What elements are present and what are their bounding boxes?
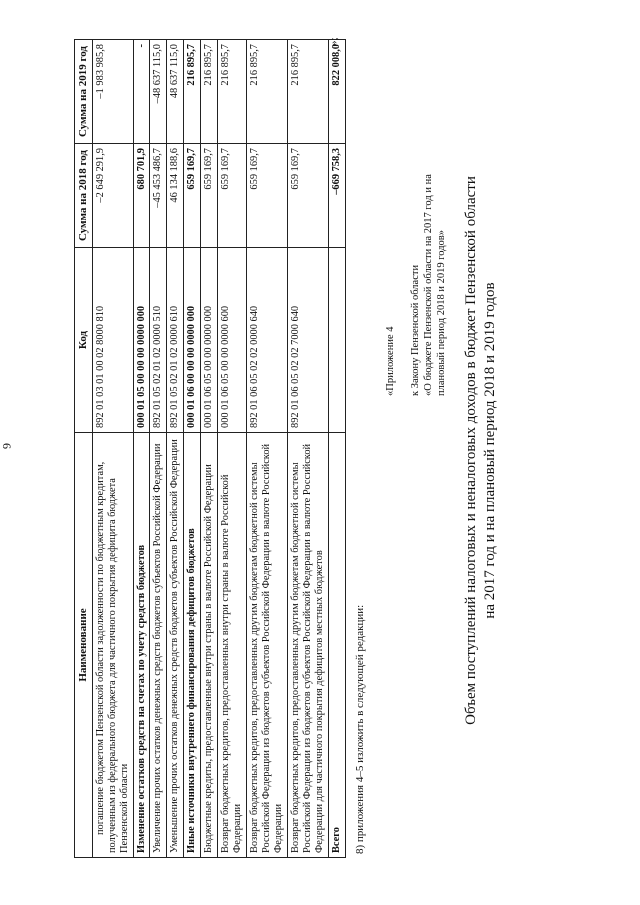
row-code-cell: 000 01 06 05 00 00 0000 600: [218, 248, 247, 433]
document-title-line-2: на 2017 год и на плановый период 2018 и 2019 годов: [482, 282, 499, 619]
row-sum-2018-cell: 659 169,7: [247, 144, 288, 248]
table-row: [218, 40, 247, 858]
row-sum-2019-cell: 216 895,7: [218, 40, 247, 144]
header-code: Код: [75, 248, 93, 433]
row-code-cell: 892 01 06 05 02 02 0000 640: [247, 248, 288, 433]
table-row: [133, 40, 150, 858]
table-row: [184, 40, 201, 858]
document-title: [462, 43, 500, 858]
sources-table: [74, 39, 346, 858]
row-code-cell: 000 01 05 00 00 00 0000 000: [133, 248, 150, 433]
row-sum-2018-cell: 46 134 188,6: [167, 144, 184, 248]
row-sum-2019-cell: 822 008,0: [328, 40, 345, 144]
row-sum-2019-cell: -: [133, 40, 150, 144]
table-row: [150, 40, 167, 858]
row-sum-2018-cell: 680 701,9: [133, 144, 150, 248]
row-code-cell: 892 01 03 01 00 02 8000 810: [92, 248, 133, 433]
header-sum-2019: Сумма на 2019 год: [75, 40, 93, 144]
row-sum-2018-cell: 659 169,7: [201, 144, 218, 248]
row-code-cell: [328, 248, 345, 433]
row-code-cell: 892 01 06 05 02 02 7000 640: [288, 248, 329, 433]
row-name-cell: Всего: [328, 433, 345, 858]
row-name-cell: Возврат бюджетных кредитов, предоставленных другим бюджетам бюджетной системы Российской Федерации из бюджетов субъектов Российской Федерации в валюте Российской Федерации для частичного покрытия дефицитов местных бюджетов: [288, 433, 329, 858]
row-name-cell: Изменение остатков средств на счетах по учету средств бюджетов: [133, 433, 150, 858]
table-row: [247, 40, 288, 858]
row-name-cell: Возврат бюджетных кредитов, предоставленных внутри страны в валюте Российской Федерации: [218, 433, 247, 858]
row-name-cell: Увеличение прочих остатков денежных средств бюджетов субъектов Российской Федерации: [150, 433, 167, 858]
row-code-cell: 892 01 05 02 01 02 0000 510: [150, 248, 167, 433]
table-row: [328, 40, 345, 858]
document-title-line-1: Объем поступлений налоговых и неналоговых доходов в бюджет Пензенской области: [463, 176, 480, 725]
row-sum-2019-cell: 48 637 115,0: [167, 40, 184, 144]
page-number: 6: [0, 443, 14, 449]
row-sum-2019-cell: 216 895,7: [201, 40, 218, 144]
row-sum-2018-cell: –45 453 486,7: [150, 144, 167, 248]
table-header-row: [75, 40, 93, 858]
quote-close-mark: »;: [327, 37, 340, 46]
row-name-cell: Бюджетные кредиты, предоставленные внутри страны в валюте Российской Федерации: [201, 433, 218, 858]
row-name-cell: погашение бюджетом Пензенской области задолженности по бюджетным кредитам, полученным из федерального бюджета для частичного покрытия дефицита бюджета Пензенской области: [92, 433, 133, 858]
row-sum-2019-cell: 216 895,7: [184, 40, 201, 144]
table-row: [201, 40, 218, 858]
row-name-cell: Иные источники внутреннего финансирования дефицитов бюджетов: [184, 433, 201, 858]
row-sum-2018-cell: 659 169,7: [288, 144, 329, 248]
appendix-line-1: к Закону Пензенской области: [409, 264, 421, 396]
row-sum-2019-cell: –48 637 115,0: [150, 40, 167, 144]
rotated-page-content: [74, 37, 544, 858]
row-sum-2019-cell: 216 895,7: [247, 40, 288, 144]
row-sum-2018-cell: –2 649 291,9: [92, 144, 133, 248]
table-body: [92, 40, 345, 858]
appendix-title: «Приложение 4: [384, 326, 396, 396]
table-row: [92, 40, 133, 858]
row-sum-2019-cell: –1 983 985,8: [92, 40, 133, 144]
row-sum-2019-cell: 216 895,7: [288, 40, 329, 144]
row-sum-2018-cell: –669 758,3: [328, 144, 345, 248]
row-code-cell: 892 01 05 02 01 02 0000 610: [167, 248, 184, 433]
appendix-line-2: «О бюджете Пензенской области на 2017 год и на: [423, 174, 435, 396]
header-name: Наименование: [75, 433, 93, 858]
row-code-cell: 000 01 06 00 00 00 0000 000: [184, 248, 201, 433]
table-row: [167, 40, 184, 858]
row-sum-2018-cell: 659 169,7: [184, 144, 201, 248]
appendix-header: [384, 43, 449, 396]
row-sum-2018-cell: 659 169,7: [218, 144, 247, 248]
table-row: [288, 40, 329, 858]
appendix-line-3: плановый период 2018 и 2019 годов»: [436, 230, 448, 396]
amendment-note-text: 8) приложения 4–5 изложить в следующей редакции:: [353, 604, 366, 854]
row-code-cell: 000 01 06 05 00 00 0000 000: [201, 248, 218, 433]
header-sum-2018: Сумма на 2018 год: [75, 144, 93, 248]
row-name-cell: Возврат бюджетных кредитов, предоставленных другим бюджетам бюджетной системы Российской Федерации из бюджетов субъектов Российской Федерации в валюте Российской Федерации: [247, 433, 288, 858]
row-name-cell: Уменьшение прочих остатков денежных средств бюджетов субъектов Российской Федерации: [167, 433, 184, 858]
